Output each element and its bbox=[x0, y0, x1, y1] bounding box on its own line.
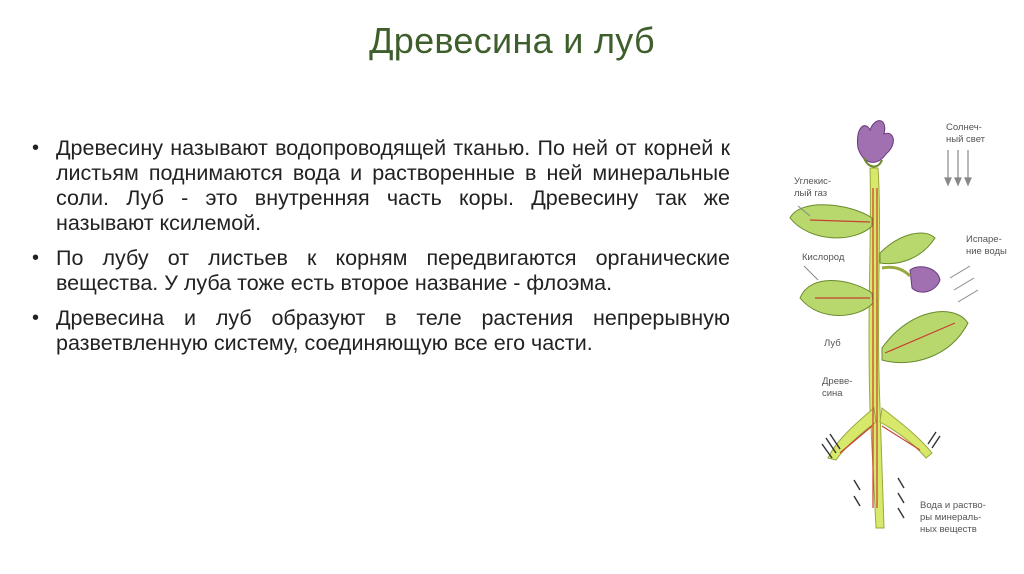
label-xylem-line2: сина bbox=[822, 388, 843, 399]
bullet-marker: • bbox=[32, 247, 40, 269]
bullet-marker: • bbox=[32, 307, 40, 329]
leaf-upper-right bbox=[880, 233, 935, 264]
label-evaporation-line2: ние воды bbox=[966, 246, 1007, 257]
label-oxygen: Кислород bbox=[802, 252, 845, 263]
plant-diagram bbox=[770, 108, 1022, 570]
bullet-marker: • bbox=[32, 137, 40, 159]
slide-title: Древесина и луб bbox=[369, 20, 655, 61]
flower-top-icon bbox=[857, 121, 893, 167]
label-phloem: Луб bbox=[824, 338, 841, 349]
root-right bbox=[880, 408, 932, 458]
bullet-text: Древесину называют водопроводящей тканью. По ней от корней к листьям поднимаются вода и растворенные в ней минеральные соли. Луб - это внутренняя часть коры. Древесину так же называют ксилемой. bbox=[56, 136, 730, 235]
leaf-lower-right bbox=[882, 312, 968, 363]
label-sunlight-line2: ный свет bbox=[946, 134, 986, 145]
label-water-line2: ры минераль- bbox=[920, 512, 982, 523]
flower-side-icon bbox=[882, 267, 940, 292]
bullet-item bbox=[30, 306, 730, 356]
bullet-text: По лубу от листьев к корням передвигаются органические вещества. У луба тоже есть второе название - флоэма. bbox=[56, 246, 730, 295]
label-water-line3: ных веществ bbox=[920, 524, 977, 535]
sunlight-arrows-icon bbox=[945, 150, 971, 185]
bullet-list bbox=[30, 136, 730, 366]
bullet-item bbox=[30, 246, 730, 296]
label-co2-line1: Углекис- bbox=[794, 176, 832, 187]
label-sunlight-line1: Солнеч- bbox=[946, 122, 982, 133]
bullet-text: Древесина и луб образуют в теле растения непрерывную разветвленную систему, соединяющую все его части. bbox=[56, 306, 730, 355]
label-co2-line2: лый газ bbox=[794, 188, 828, 199]
label-water-line1: Вода и раство- bbox=[920, 500, 986, 511]
label-evaporation-line1: Испаре- bbox=[966, 234, 1002, 245]
label-xylem-line1: Древе- bbox=[822, 376, 853, 387]
bullet-item bbox=[30, 136, 730, 236]
